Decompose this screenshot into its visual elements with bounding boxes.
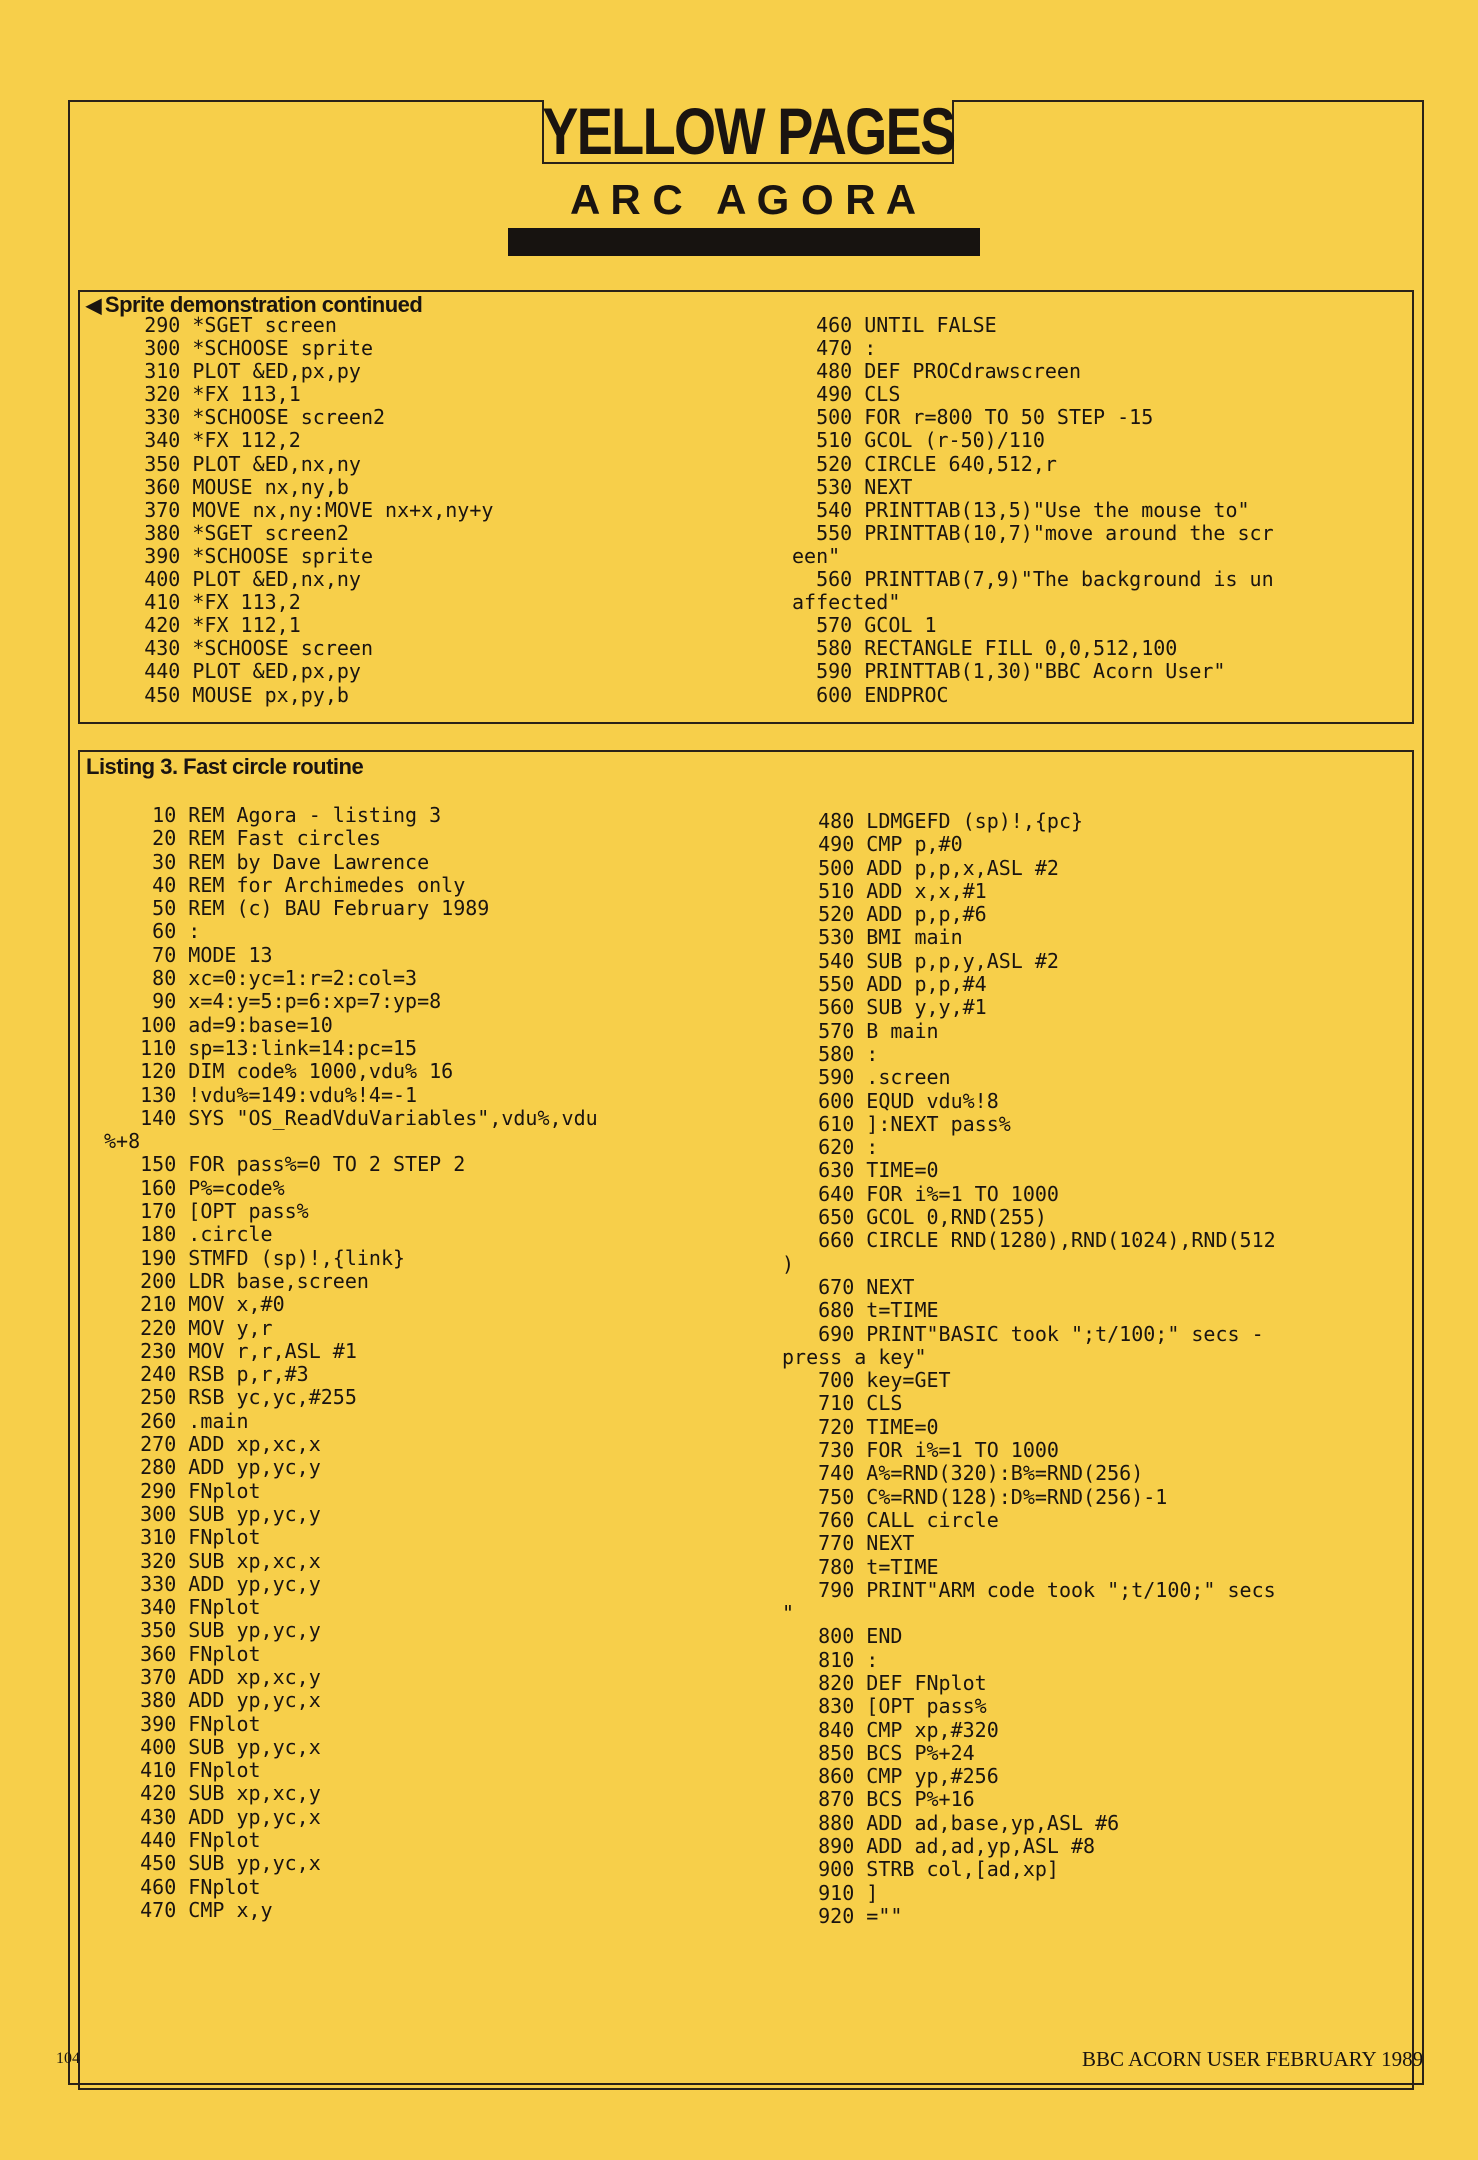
sprite-demo-code-right: 460 UNTIL FALSE 470 : 480 DEF PROCdrawscreen 490 CLS 500 FOR r=800 TO 50 STEP -15 510 GCOL (r-50)/110 520 CIRCLE 640,512,r 530 NEXT 540 PRINTTAB(13,5)"Use the mouse to" 550 PRINTTAB(10,7)"move around the scr een" 560 PRINTTAB(7,9)"The background is un affected" 570 GCOL 1 580 RECTANGLE FILL 0,0,512,100 590 PRINTTAB(1,30)"BBC Acorn User" 600 ENDPROC	[792, 313, 1274, 707]
masthead-box	[541, 94, 955, 168]
page-number: 104	[56, 2050, 80, 2067]
listing3-code-right: 480 LDMGEFD (sp)!,{pc} 490 CMP p,#0 500 ADD p,p,x,ASL #2 510 ADD x,x,#1 520 ADD p,p,#6 530 BMI main 540 SUB p,p,y,ASL #2 550 ADD p,p,#4 560 SUB y,y,#1 570 B main 580 : 590 .screen 600 EQUD vdu%!8 610 ]:NEXT pass% 620 : 630 TIME=0 640 FOR i%=1 TO 1000 650 GCOL 0,RND(255) 660 CIRCLE RND(1280),RND(1024),RND(512 ) 670 NEXT 680 t=TIME 690 PRINT"BASIC took ";t/100;" secs - press a key" 700 key=GET 710 CLS 720 TIME=0 730 FOR i%=1 TO 1000 740 A%=RND(320):B%=RND(256) 750 C%=RND(128):D%=RND(256)-1 760 CALL circle 770 NEXT 780 t=TIME 790 PRINT"ARM code took ";t/100;" secs " 800 END 810 : 820 DEF FNplot 830 [OPT pass% 840 CMP xp,#320 850 BCS P%+24 860 CMP yp,#256 870 BCS P%+16 880 ADD ad,base,yp,ASL #6 890 ADD ad,ad,yp,ASL #8 900 STRB col,[ad,xp] 910 ] 920 =""	[782, 809, 1276, 1928]
listing3-code-left: 10 REM Agora - listing 3 20 REM Fast circles 30 REM by Dave Lawrence 40 REM for Archimedes only 50 REM (c) BAU February 1989 60 : 70 MODE 13 80 xc=0:yc=1:r=2:col=3 90 x=4:y=5:p=6:xp=7:yp=8 100 ad=9:base=10 110 sp=13:link=14:pc=15 120 DIM code% 1000,vdu% 16 130 !vdu%=149:vdu%!4=-1 140 SYS "OS_ReadVduVariables",vdu%,vdu %+8 150 FOR pass%=0 TO 2 STEP 2 160 P%=code% 170 [OPT pass% 180 .circle 190 STMFD (sp)!,{link} 200 LDR base,screen 210 MOV x,#0 220 MOV y,r 230 MOV r,r,ASL #1 240 RSB p,r,#3 250 RSB yc,yc,#255 260 .main 270 ADD xp,xc,x 280 ADD yp,yc,y 290 FNplot 300 SUB yp,yc,y 310 FNplot 320 SUB xp,xc,x 330 ADD yp,yc,y 340 FNplot 350 SUB yp,yc,y 360 FNplot 370 ADD xp,xc,y 380 ADD yp,yc,x 390 FNplot 400 SUB yp,yc,x 410 FNplot 420 SUB xp,xc,y 430 ADD yp,yc,x 440 FNplot 450 SUB yp,yc,x 460 FNplot 470 CMP x,y	[104, 803, 598, 1922]
sprite-demo-title: Sprite demonstration continued	[104, 292, 423, 317]
header-bar	[508, 228, 980, 256]
arrow-left-icon: ◀	[86, 295, 101, 317]
sprite-demo-code-left: 290 *SGET screen 300 *SCHOOSE sprite 310 PLOT &ED,px,py 320 *FX 113,1 330 *SCHOOSE screen2 340 *FX 112,2 350 PLOT &ED,nx,ny 360 MOUSE nx,ny,b 370 MOVE nx,ny:MOVE nx+x,ny+y 380 *SGET screen2 390 *SCHOOSE sprite 400 PLOT &ED,nx,ny 410 *FX 113,2 420 *FX 112,1 430 *SCHOOSE screen 440 PLOT &ED,px,py 450 MOUSE px,py,b	[144, 313, 494, 707]
listing3-title: Listing 3. Fast circle routine	[86, 754, 364, 779]
section-subhead: A R C A G O R A	[569, 176, 917, 223]
masthead: YELLOW PAGES	[541, 94, 955, 168]
magazine-footer: BBC ACORN USER FEBRUARY 1989	[1082, 2047, 1424, 2071]
